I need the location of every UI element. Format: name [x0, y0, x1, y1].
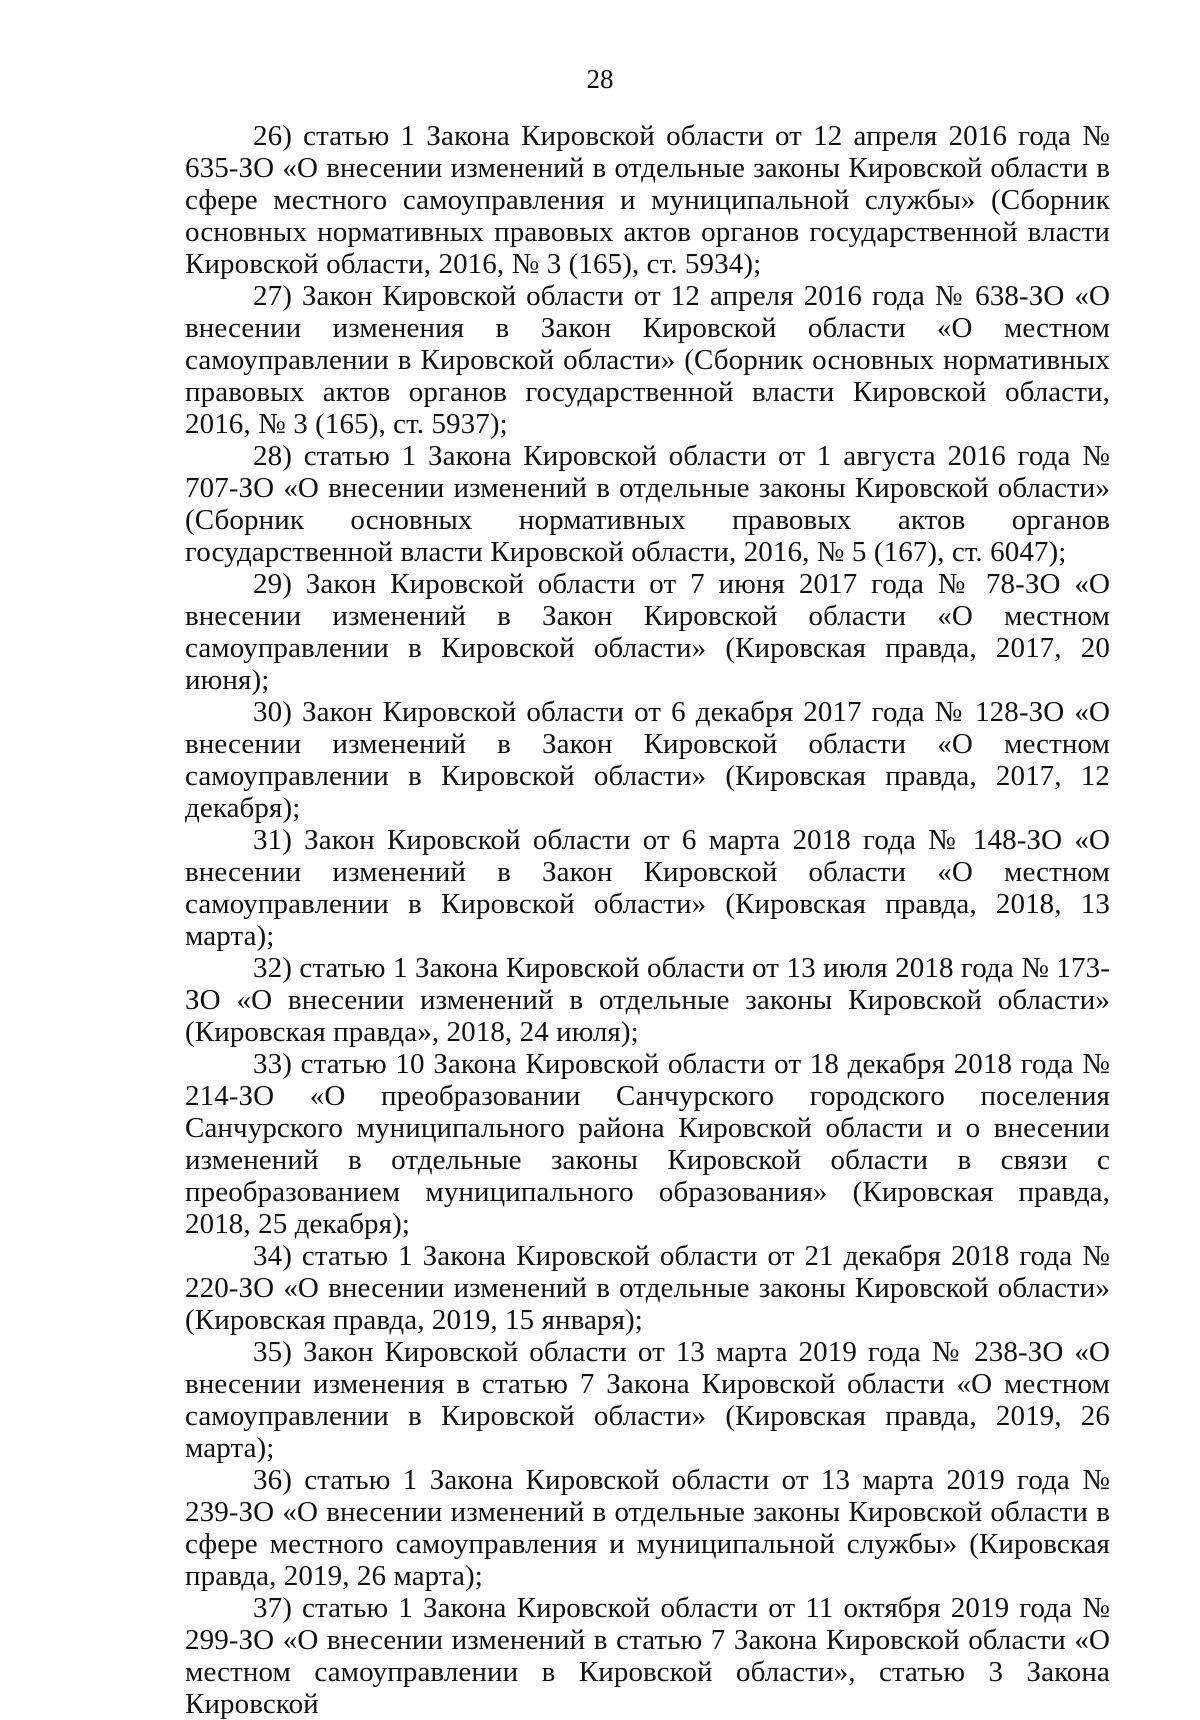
list-item-29: 29) Закон Кировской области от 7 июня 2017 года № 78-ЗО «О внесении изменений в Закон Кировской области «О местном самоуправлении в Кировской области» (Кировская правда, 2017, 20 июня);	[185, 568, 1110, 696]
list-item-36: 36) статью 1 Закона Кировской области от 13 марта 2019 года № 239-ЗО «О внесении изменений в отдельные законы Кировской области в сфере местного самоуправления и муниципальной службы» (Кировская правда, 2019, 26 марта);	[185, 1464, 1110, 1592]
list-item-28: 28) статью 1 Закона Кировской области от 1 августа 2016 года № 707-ЗО «О внесении изменений в отдельные законы Кировской области» (Сборник основных нормативных правовых актов органов государственной власти Кировской области, 2016, № 5 (167), ст. 6047);	[185, 440, 1110, 568]
list-item-30: 30) Закон Кировской области от 6 декабря 2017 года № 128-ЗО «О внесении изменений в Закон Кировской области «О местном самоуправлении в Кировской области» (Кировская правда, 2017, 12 декабря);	[185, 696, 1110, 824]
list-item-27: 27) Закон Кировской области от 12 апреля 2016 года № 638-ЗО «О внесении изменения в Закон Кировской области «О местном самоуправлении в Кировской области» (Сборник основных нормативных правовых актов органов государственной власти Кировской области, 2016, № 3 (165), ст. 5937);	[185, 280, 1110, 440]
legal-list	[185, 120, 1110, 1720]
list-item-34: 34) статью 1 Закона Кировской области от 21 декабря 2018 года № 220-ЗО «О внесении изменений в отдельные законы Кировской области» (Кировская правда, 2019, 15 января);	[185, 1240, 1110, 1336]
list-item-33: 33) статью 10 Закона Кировской области от 18 декабря 2018 года № 214-ЗО «О преобразовании Санчурского городского поселения Санчурского муниципального района Кировской области и о внесении изменений в отдельные законы Кировской области в связи с преобразованием муниципального образования» (Кировская правда, 2018, 25 декабря);	[185, 1048, 1110, 1240]
list-item-32: 32) статью 1 Закона Кировской области от 13 июля 2018 года № 173-ЗО «О внесении изменений в отдельные законы Кировской области» (Кировская правда», 2018, 24 июля);	[185, 952, 1110, 1048]
page-number: 28	[586, 64, 614, 94]
list-item-31: 31) Закон Кировской области от 6 марта 2018 года № 148-ЗО «О внесении изменений в Закон Кировской области «О местном самоуправлении в Кировской области» (Кировская правда, 2018, 13 марта);	[185, 824, 1110, 952]
list-item-26: 26) статью 1 Закона Кировской области от 12 апреля 2016 года № 635-ЗО «О внесении изменений в отдельные законы Кировской области в сфере местного самоуправления и муниципальной службы» (Сборник основных нормативных правовых актов органов государственной власти Кировской области, 2016, № 3 (165), ст. 5934);	[185, 120, 1110, 280]
list-item-37: 37) статью 1 Закона Кировской области от 11 октября 2019 года № 299-ЗО «О внесении изменений в статью 7 Закона Кировской области «О местном самоуправлении в Кировской области», статью 3 Закона Кировской	[185, 1592, 1110, 1720]
list-item-35: 35) Закон Кировской области от 13 марта 2019 года № 238-ЗО «О внесении изменения в статью 7 Закона Кировской области «О местном самоуправлении в Кировской области» (Кировская правда, 2019, 26 марта);	[185, 1336, 1110, 1464]
